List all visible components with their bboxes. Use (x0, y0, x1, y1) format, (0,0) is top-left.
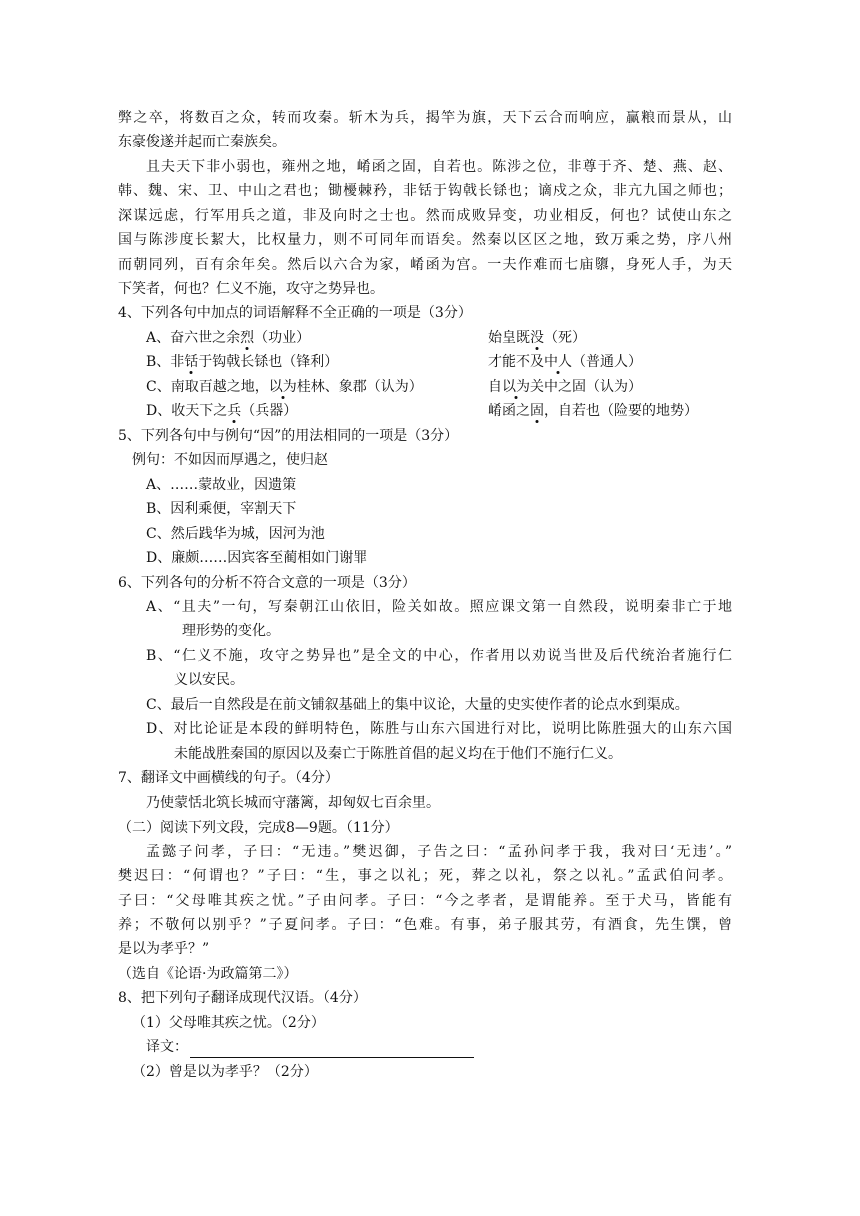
passage-line: 弊之卒，将数百之众，转而攻秦。斩木为兵，揭竿为旗，天下云合而响应，赢粮而景从，山 (118, 110, 732, 126)
q4-option-d-right: 崤函之固，自若也（险要的地势） (488, 403, 698, 419)
question-7-sentence: 乃使蒙恬北筑长城而守藩篱，却匈奴七百余里。 (146, 795, 440, 811)
passage-line: 东豪俊遂并起而亡秦族矣。 (118, 134, 286, 150)
q4-option-b-left: B、非铦于钩戟长铩也（锋利） (146, 354, 339, 370)
analects-line: 樊迟曰：“何谓也？”子曰：“生，事之以礼；死，葬之以礼，祭之以礼。”孟武伯问孝。 (118, 868, 732, 884)
passage-line: 而朝同列，百有余年矣。然后以六合为家，崤函为宫。一夫作难而七庙隳，身死人手，为天 (118, 257, 732, 273)
question-6-stem: 6、下列各句的分析不符合文意的一项是（3分） (118, 575, 416, 591)
q5-option-d: D、廉颇……因宾客至蔺相如门谢罪 (146, 550, 368, 566)
question-5-stem: 5、下列各句中与例句“因”的用法相同的一项是（3分） (118, 428, 459, 444)
question-5-example: 例句：不如因而厚遇之，使归赵 (132, 452, 328, 468)
q4-option-d-left: D、收天下之兵（兵器） (146, 403, 298, 419)
passage-line: 且夫天下非小弱也，雍州之地，崤函之固，自若也。陈涉之位，非尊于齐、楚、燕、赵、 (146, 159, 732, 175)
q6-option-d: D、对比论证是本段的鲜明特色，陈胜与山东六国进行对比，说明比陈胜强大的山东六国 (146, 721, 732, 737)
passage-line: 韩、魏、宋、卫、中山之君也；锄櫌棘矜，非铦于钩戟长铩也；谪戍之众，非亢九国之师也； (118, 183, 732, 199)
analects-line: 孟懿子问孝，子曰：“无违。”樊迟御，子告之曰：“孟孙问孝于我，我对曰‘无违’。” (146, 844, 732, 860)
question-7-stem: 7、翻译文中画横线的句子。（4分） (118, 770, 339, 786)
q6-option-c: C、最后一自然段是在前文铺叙基础上的集中议论，大量的史实使作者的论点水到渠成。 (146, 697, 689, 713)
q6-option-b-cont: 义以安民。 (174, 672, 244, 688)
question-4-stem: 4、下列各句中加点的词语解释不全正确的一项是（3分） (118, 305, 472, 321)
passage-line: 下笑者，何也？仁义不施，攻守之势异也。 (118, 281, 384, 297)
q6-option-b: B、“仁义不施，攻守之势异也”是全文的中心，作者用以劝说当世及后代统治者施行仁 (146, 648, 732, 664)
q4-option-c-left: C、南取百越之地，以为桂林、象郡（认为） (146, 379, 423, 395)
q6-option-a: A、“且夫”一句，写秦朝江山依旧，险关如故。照应课文第一自然段，说明秦非亡于地 (146, 599, 732, 615)
q5-option-b: B、因利乘便，宰割天下 (146, 501, 297, 517)
q4-option-a-right: 始皇既没（死） (488, 330, 586, 346)
q5-option-c: C、然后践华为城，因河为池 (146, 526, 325, 542)
q8-sub-2: （2）曾是以为孝乎？（2分） (132, 1064, 318, 1080)
q8-sub-1: （1）父母唯其疾之忧。（2分） (132, 1015, 325, 1031)
q4-option-c-right: 自以为关中之固（认为） (488, 379, 642, 395)
answer-blank[interactable] (190, 1041, 474, 1058)
analects-line: 养；不敬何以别乎？”子夏问孝。子曰：“色难。有事，弟子服其劳，有酒食，先生馔，曾 (118, 917, 732, 933)
q5-option-a: A、……蒙故业，因遗策 (146, 477, 297, 493)
analects-line: 子曰：“父母唯其疾之忧。”子由问孝。子曰：“今之孝者，是谓能养。至于犬马，皆能有 (118, 893, 732, 909)
q8-answer-row (146, 1036, 474, 1058)
passage-line: 深谋远虑，行军用兵之道，非及向时之士也。然而成败异变，功业相反，何也？试使山东之 (118, 208, 732, 224)
section-2-heading: （二）阅读下列文段，完成8—9题。（11分） (118, 820, 399, 836)
analects-line: 是以为孝乎？” (118, 941, 210, 957)
q4-option-a-left: A、奋六世之余烈（功业） (146, 330, 311, 346)
answer-label: 译文： (146, 1039, 188, 1055)
q6-option-d-cont: 未能战胜秦国的原因以及秦亡于陈胜首倡的起义均在于他们不施行仁义。 (174, 746, 622, 762)
question-8-stem: 8、把下列句子翻译成现代汉语。（4分） (118, 990, 367, 1006)
source-citation: （选自《论语·为政篇第二》） (118, 966, 298, 982)
passage-line: 国与陈涉度长絜大，比权量力，则不可同年而语矣。然秦以区区之地，致万乘之势，序八州 (118, 232, 732, 248)
q6-option-a-cont: 理形势的变化。 (182, 623, 280, 639)
q4-option-b-right: 才能不及中人（普通人） (488, 354, 642, 370)
